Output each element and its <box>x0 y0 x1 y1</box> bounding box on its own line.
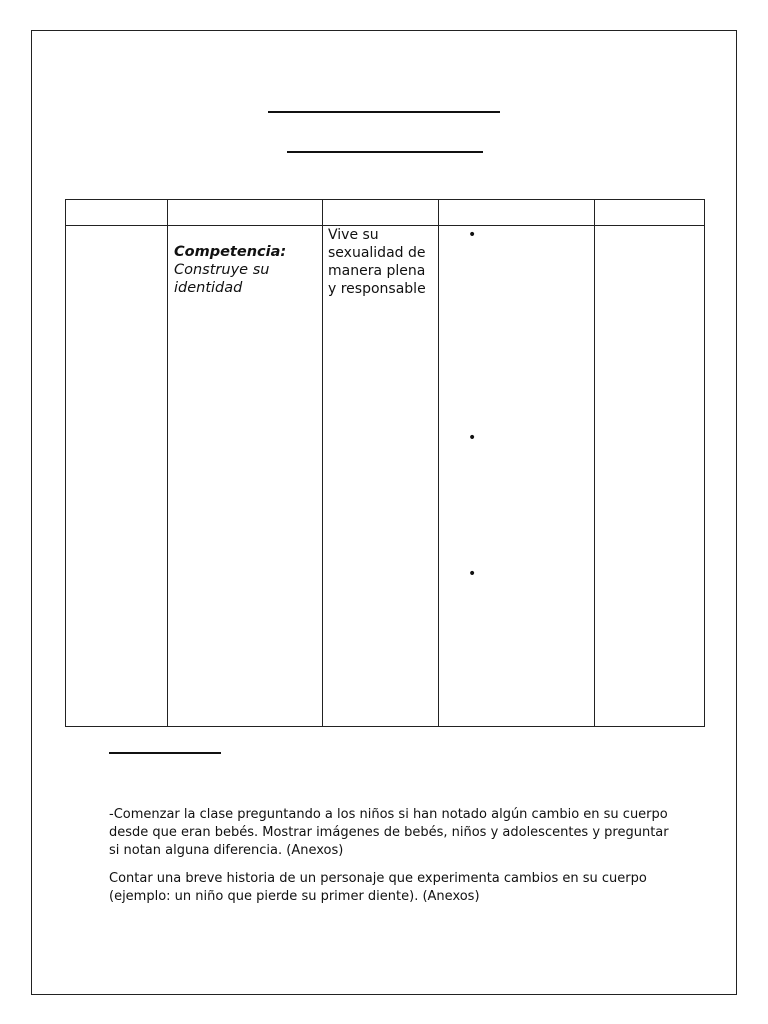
bullet-point: • <box>468 227 477 243</box>
header-cell-1 <box>66 200 168 226</box>
criteria-cell <box>439 226 595 727</box>
section-heading-line <box>109 752 221 754</box>
planning-table <box>65 199 705 727</box>
criteria-list <box>439 226 594 726</box>
desempeno-cell <box>323 226 439 727</box>
bullet-point: • <box>468 430 477 446</box>
competencia-label: Competencia: <box>174 244 287 260</box>
evidence-cell <box>595 226 705 727</box>
competencia-cell <box>168 226 323 727</box>
title-line-2 <box>287 151 483 153</box>
header-cell-4 <box>439 200 595 226</box>
competencia-block <box>168 226 322 297</box>
table-body-row <box>66 226 705 727</box>
header-cell-5 <box>595 200 705 226</box>
area-cell <box>66 226 168 727</box>
header-cell-2 <box>168 200 323 226</box>
activity-paragraph: Contar una breve historia de un personaje que experimenta cambios en su cuerpo (ejemplo: un niño que pierde su primer diente). (Anexos) <box>109 871 647 904</box>
competencia-text: Construye su identidad <box>174 262 270 296</box>
desempeno-text: Vive su sexualidad de manera plena y responsable <box>328 227 426 297</box>
table-header-row <box>66 200 705 226</box>
bullet-point: • <box>468 566 477 582</box>
activity-paragraph: -Comenzar la clase preguntando a los niños si han notado algún cambio en su cuerpo desde que eran bebés. Mostrar imágenes de bebés, niños y adolescentes y preguntar si notan alguna diferencia. (Anexos) <box>109 807 669 858</box>
header-cell-3 <box>323 200 439 226</box>
title-line-1 <box>268 111 500 113</box>
